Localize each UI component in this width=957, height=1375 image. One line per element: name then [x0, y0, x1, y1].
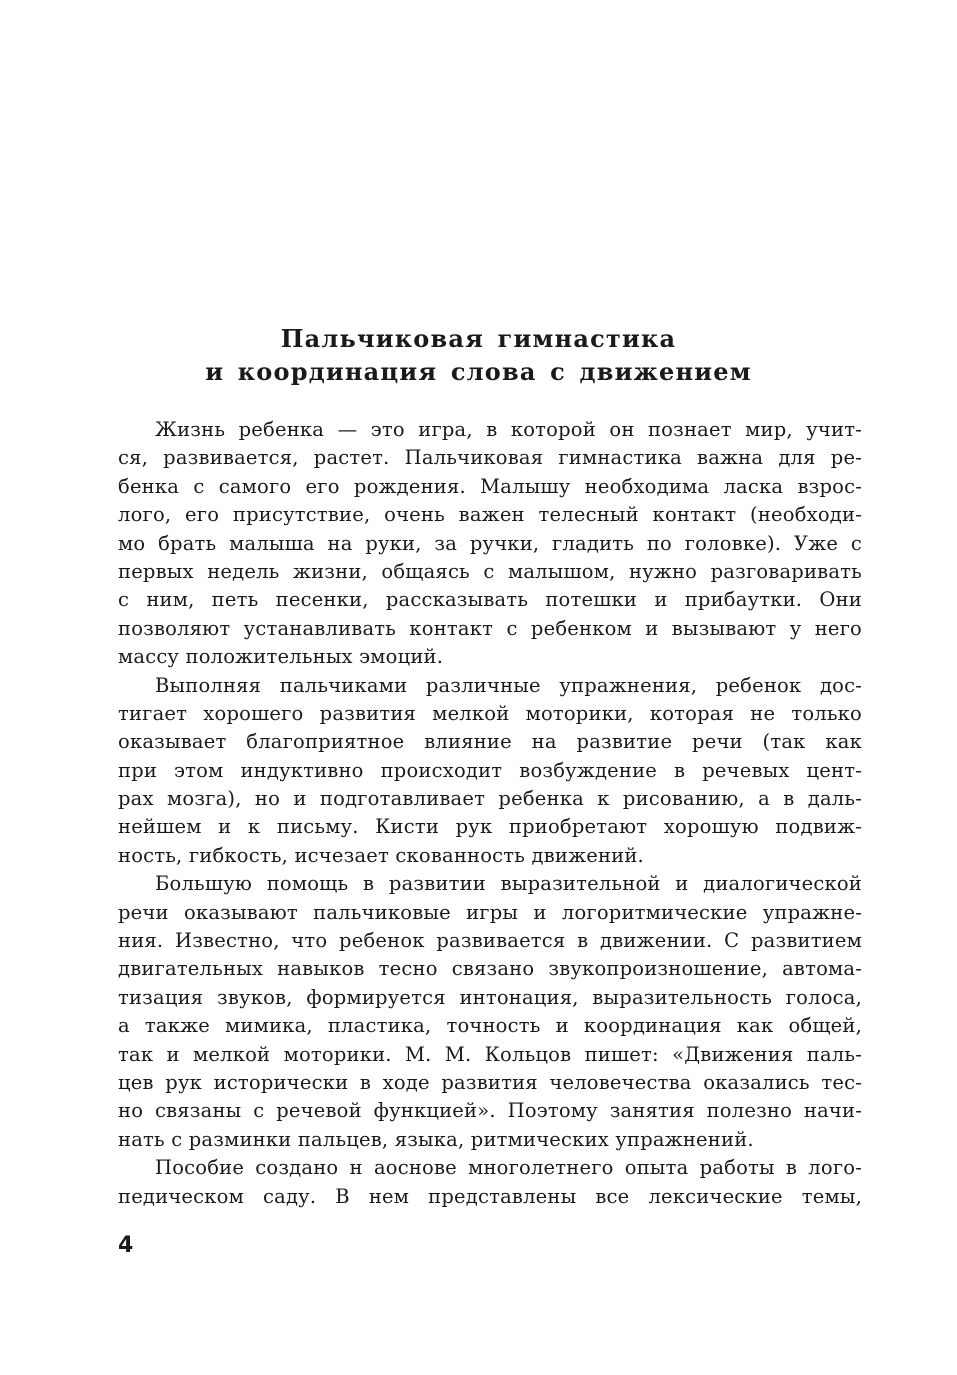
text-line: речи оказывают пальчиковые игры и логоритмические упражне-: [118, 900, 862, 924]
text-line: тигает хорошего развития мелкой моторики, которая не только: [118, 701, 862, 725]
paragraph: [118, 416, 862, 672]
paragraph: [118, 672, 862, 871]
text-line: мо брать малыша на руки, за ручки, гладить по головке). Уже с: [118, 531, 862, 555]
text-line: оказывает благоприятное влияние на развитие речи (так как: [118, 730, 862, 754]
text-line: нать с разминки пальцев, языка, ритмических упражнений.: [118, 1127, 754, 1151]
text-line: но связаны с речевой функцией». Поэтому занятия полезно начи-: [118, 1099, 862, 1123]
text-line: ния. Известно, что ребенок развивается в движении. С развитием: [118, 929, 862, 953]
text-line: нейшем и к письму. Кисти рук приобретают хорошую подвиж-: [118, 815, 862, 839]
paragraph: [118, 1154, 862, 1211]
text-line: ся, развивается, растет. Пальчиковая гимнастика важна для ре-: [118, 446, 862, 470]
text-line: Большую помощь в развитии выразительной и диалогической: [155, 872, 862, 896]
body-text: [118, 416, 862, 1211]
paragraph: [118, 870, 862, 1154]
text-line: рах мозга), но и подготавливает ребенка к рисованию, а в даль-: [118, 787, 862, 811]
text-line: ность, гибкость, исчезает скованность движений.: [118, 843, 644, 867]
text-line: тизация звуков, формируется интонация, выразительность голоса,: [118, 985, 862, 1009]
text-line: так и мелкой моторики. М. М. Кольцов пишет: «Движения паль-: [118, 1042, 862, 1066]
text-line: Выполняя пальчиками различные упражнения, ребенок дос-: [155, 673, 862, 697]
text-line: педическом саду. В нем представлены все лексические темы,: [118, 1184, 862, 1208]
chapter-heading-line-1: Пальчиковая гимнастика: [280, 324, 677, 353]
text-line: позволяют устанавливать контакт с ребенком и вызывают у него: [118, 616, 862, 640]
text-line: с ним, петь песенки, рассказывать потешки и прибаутки. Они: [118, 588, 862, 612]
text-line: цев рук исторически в ходе развития человечества оказались тес-: [118, 1070, 862, 1094]
text-line: двигательных навыков тесно связано звукопроизношение, автома-: [118, 957, 862, 981]
text-line: Жизнь ребенка — это игра, в которой он познает мир, учит-: [155, 418, 862, 441]
text-line: бенка с самого его рождения. Малышу необходима ласка взрос-: [118, 474, 862, 498]
text-line: при этом индуктивно происходит возбуждение в речевых цент-: [118, 758, 862, 782]
text-line: лого, его присутствие, очень важен телесный контакт (необходи-: [118, 503, 862, 527]
text-line: а также мимика, пластика, точность и координация как общей,: [118, 1014, 862, 1038]
text-line: первых недель жизни, общаясь с малышом, нужно разговаривать: [118, 559, 862, 583]
text-line: массу положительных эмоций.: [118, 645, 444, 669]
chapter-heading-line-2: и координация слова с движением: [205, 357, 752, 386]
page-number: 4: [118, 1233, 134, 1258]
chapter-heading: [0, 322, 957, 388]
text-line: Пособие создано н аоснове многолетнего опыта работы в лого-: [155, 1156, 862, 1180]
